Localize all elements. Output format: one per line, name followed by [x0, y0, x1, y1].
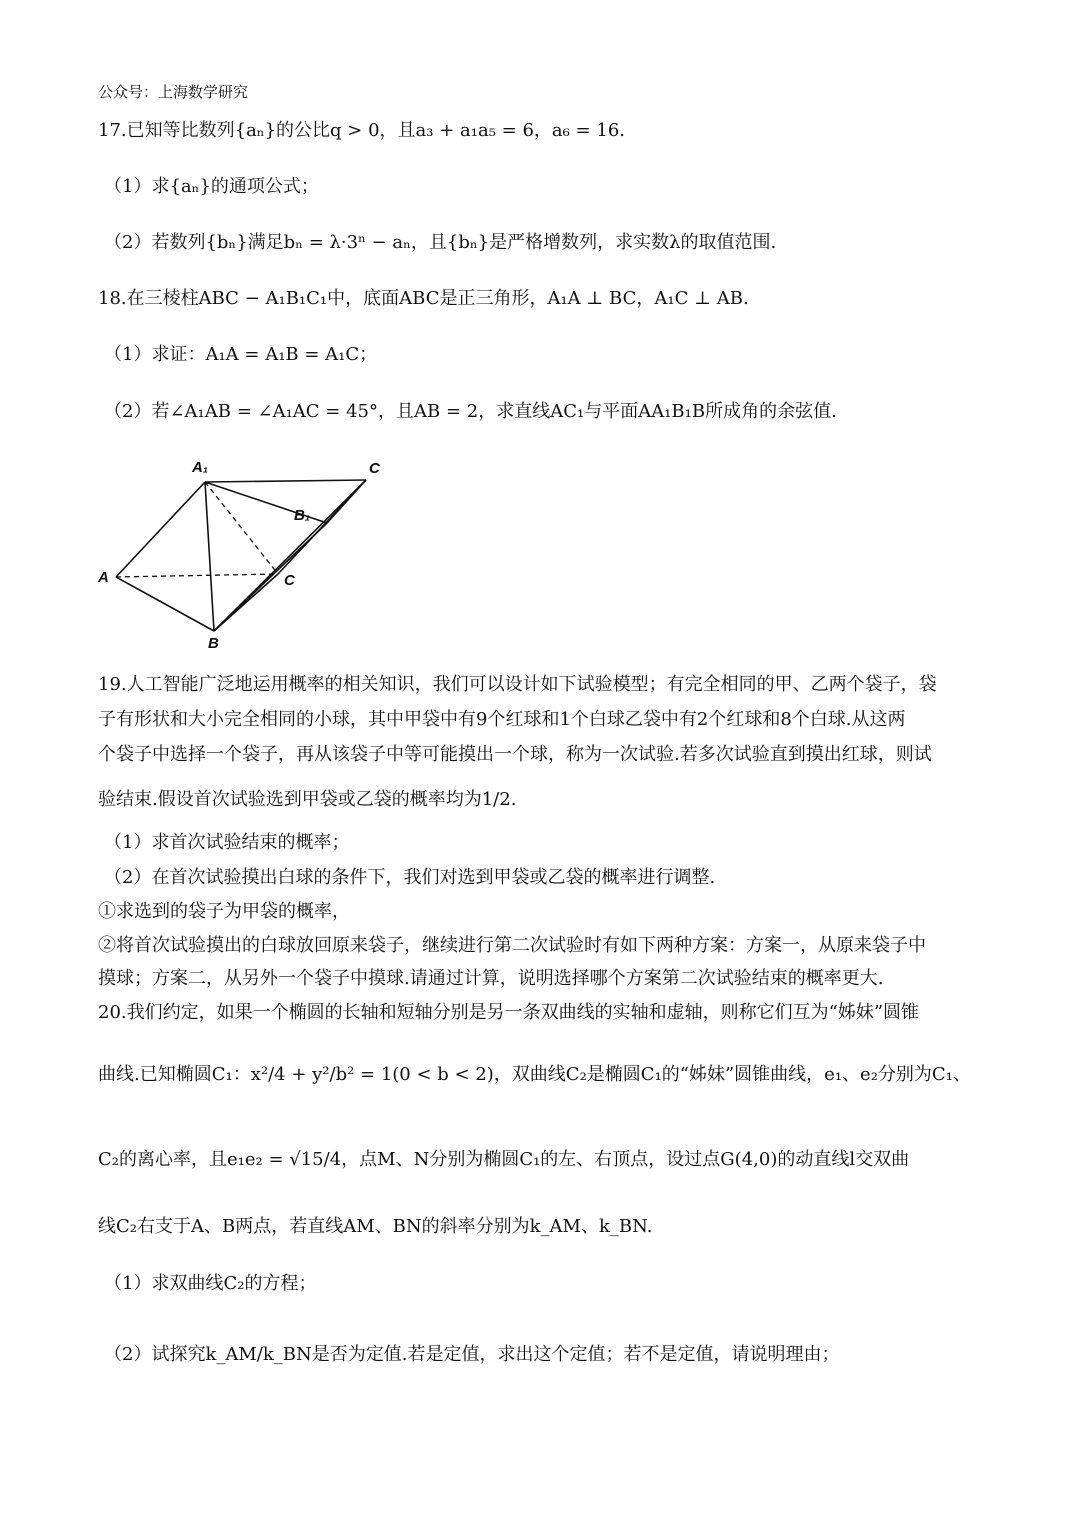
problem-20-line-3: C₂的离心率，且e₁e₂ = √15/4，点M、N分别为椭圆C₁的左、右顶点，设过点G(4,0)的动直线l交双曲: [98, 1149, 910, 1170]
label-A1: A₁: [192, 459, 209, 476]
label-C-top: C: [369, 460, 380, 477]
problem-19-part-2: （2）在首次试验摸出白球的条件下，我们对选到甲袋或乙袋的概率进行调整.: [104, 867, 716, 888]
problem-20-line-1: 20.我们约定，如果一个椭圆的长轴和短轴分别是另一条双曲线的实轴和虚轴，则称它们互为“姊妹”圆锥: [98, 1002, 920, 1023]
problem-18-stem: 18.在三棱柱ABC − A₁B₁C₁中，底面ABC是正三角形，A₁A ⊥ BC，A₁C ⊥ AB.: [98, 288, 749, 309]
problem-20-line-2: 曲线.已知椭圆C₁：x²/4 + y²/b² = 1(0 < b < 2)，双曲线C₂是椭圆C₁的“姊妹”圆锥曲线，e₁、e₂分别为C₁、: [98, 1064, 971, 1085]
edge-B-C1: [214, 480, 366, 631]
problem-17-stem: 17.已知等比数列{aₙ}的公比q > 0，且a₃ + a₁a₅ = 6，a₆ = 16.: [98, 120, 625, 141]
hidden-edge-A-C: [116, 574, 278, 577]
label-A: A: [98, 569, 109, 586]
label-C: C: [284, 572, 295, 589]
label-B: B: [208, 635, 219, 652]
problem-19-part-2-i: ①求选到的袋子为甲袋的概率，: [98, 901, 350, 922]
problem-19-part-1: （1）求首次试验结束的概率；: [104, 832, 350, 853]
problem-19-line-1: 19.人工智能广泛地运用概率的相关知识，我们可以设计如下试验模型；有完全相同的甲、乙两个袋子，袋: [98, 674, 937, 695]
problem-19-part-2-ii-line-2: 摸球；方案二，从另外一个袋子中摸球.请通过计算，说明选择哪个方案第二次试验结束的概率更大.: [98, 968, 884, 989]
problem-20-part-2: （2）试探究k_AM/k_BN是否为定值.若是定值，求出这个定值；若不是定值，请说明理由；: [104, 1344, 840, 1365]
problem-18-part-1: （1）求证：A₁A = A₁B = A₁C；: [104, 344, 378, 365]
problem-20-part-1: （1）求双曲线C₂的方程；: [104, 1273, 317, 1294]
problem-19-line-4: 验结束.假设首次试验选到甲袋或乙袋的概率均为1/2.: [98, 789, 517, 810]
problem-19-part-2-ii-line-1: ②将首次试验摸出的白球放回原来袋子，继续进行第二次试验时有如下两种方案：方案一，从原来袋子中: [98, 935, 926, 956]
edge-A1-B: [205, 482, 214, 631]
label-B1: B₁: [294, 507, 311, 524]
hidden-edge-A1-C: [205, 482, 278, 574]
prism-figure: [92, 454, 402, 654]
problem-20-line-4: 线C₂右支于A、B两点，若直线AM、BN的斜率分别为k_AM、k_BN.: [98, 1216, 653, 1237]
edge-A1-C-top: [205, 480, 366, 482]
page-header: 公众号：上海数学研究: [98, 83, 249, 101]
edge-A-B: [116, 577, 214, 631]
edge-B1-C1: [327, 480, 366, 523]
problem-18-part-2: （2）若∠A₁AB = ∠A₁AC = 45°，且AB = 2，求直线AC₁与平面AA₁B₁B所成角的余弦值.: [104, 401, 837, 422]
problem-19-line-2: 子有形状和大小完全相同的小球，其中甲袋中有9个红球和1个白球乙袋中有2个红球和8个白球.从这两: [98, 709, 906, 730]
problem-19-line-3: 个袋子中选择一个袋子，再从该袋子中等可能摸出一个球，称为一次试验.若多次试验直到摸出红球，则试: [98, 744, 932, 765]
edge-A1-A: [116, 482, 205, 577]
problem-17-part-1: （1）求{aₙ}的通项公式；: [104, 176, 319, 197]
problem-17-part-2: （2）若数列{bₙ}满足bₙ = λ·3ⁿ − aₙ，且{bₙ}是严格增数列，求实数λ的取值范围.: [104, 232, 777, 253]
